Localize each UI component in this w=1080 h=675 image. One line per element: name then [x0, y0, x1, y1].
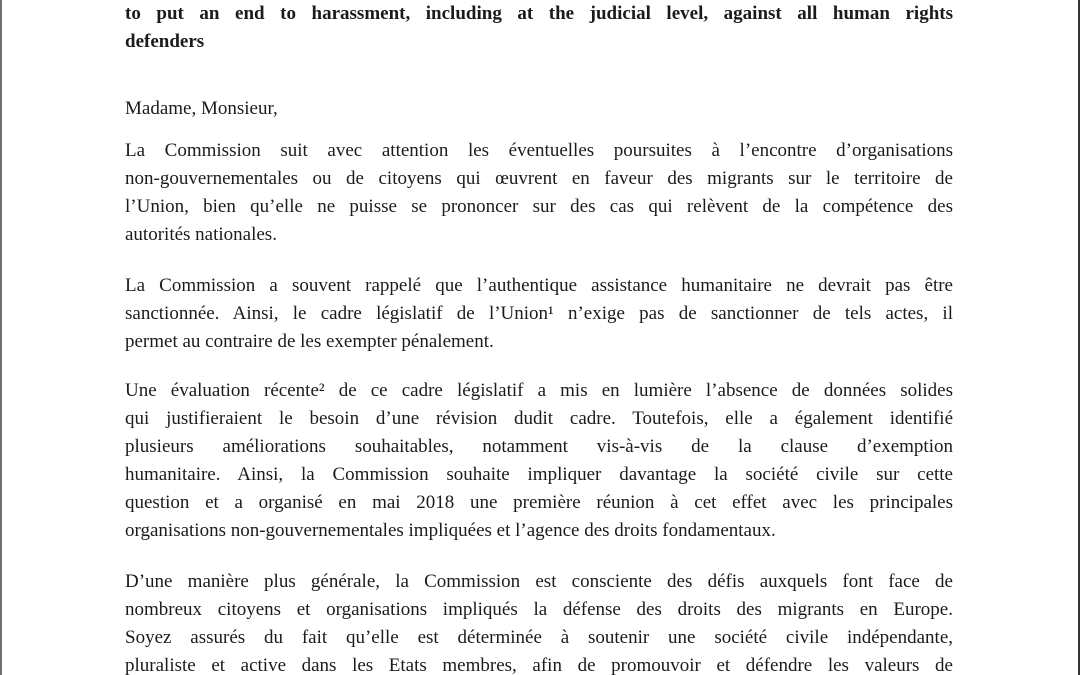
- text-line: La Commission a souvent rappelé que l’authentique assistance humanitaire ne devrait pas être: [125, 275, 953, 296]
- paragraph-3: [125, 377, 953, 545]
- text-line: humanitaire. Ainsi, la Commission souhaite impliquer davantage la société civile sur cette: [125, 464, 953, 485]
- text-line: question et a organisé en mai 2018 une première réunion à cet effet avec les principales: [125, 492, 953, 513]
- subject-heading: [125, 0, 953, 56]
- text-line: nombreux citoyens et organisations impliqués la défense des droits des migrants en Europe.: [125, 599, 953, 620]
- text-line: La Commission suit avec attention les éventuelles poursuites à l’encontre d’organisations: [125, 140, 953, 161]
- text-line: organisations non-gouvernementales impliquées et l’agence des droits fondamentaux.: [125, 520, 776, 541]
- text-line: non-gouvernementales ou de citoyens qui œuvrent en faveur des migrants sur le territoire de: [125, 168, 953, 189]
- salutation: Madame, Monsieur,: [125, 98, 278, 119]
- text-line: permet au contraire de les exempter pénalement.: [125, 331, 494, 352]
- text-line: sanctionnée. Ainsi, le cadre législatif de l’Union¹ n’exige pas de sanctionner de tels actes, il: [125, 303, 953, 324]
- paragraph-2: [125, 272, 953, 356]
- paragraph-4: [125, 568, 953, 675]
- document-body: [125, 0, 953, 675]
- heading-line: to put an end to harassment, including at the judicial level, against all human rights: [125, 3, 953, 24]
- text-line: pluraliste et active dans les Etats membres, afin de promouvoir et défendre les valeurs de: [125, 655, 953, 675]
- text-line: plusieurs améliorations souhaitables, notamment vis-à-vis de la clause d’exemption: [125, 436, 953, 457]
- text-line: Une évaluation récente² de ce cadre législatif a mis en lumière l’absence de données solides: [125, 380, 953, 401]
- heading-line: defenders: [125, 31, 205, 52]
- page-left-edge-line: [0, 0, 2, 675]
- text-line: qui justifieraient le besoin d’une révision dudit cadre. Toutefois, elle a également identifié: [125, 408, 953, 429]
- text-line: D’une manière plus générale, la Commission est consciente des défis auxquels font face de: [125, 571, 953, 592]
- text-line: autorités nationales.: [125, 224, 277, 245]
- paragraph-1: [125, 137, 953, 249]
- text-line: Soyez assurés du fait qu’elle est déterminée à soutenir une société civile indépendante,: [125, 627, 953, 648]
- text-line: l’Union, bien qu’elle ne puisse se prononcer sur des cas qui relèvent de la compétence des: [125, 196, 953, 217]
